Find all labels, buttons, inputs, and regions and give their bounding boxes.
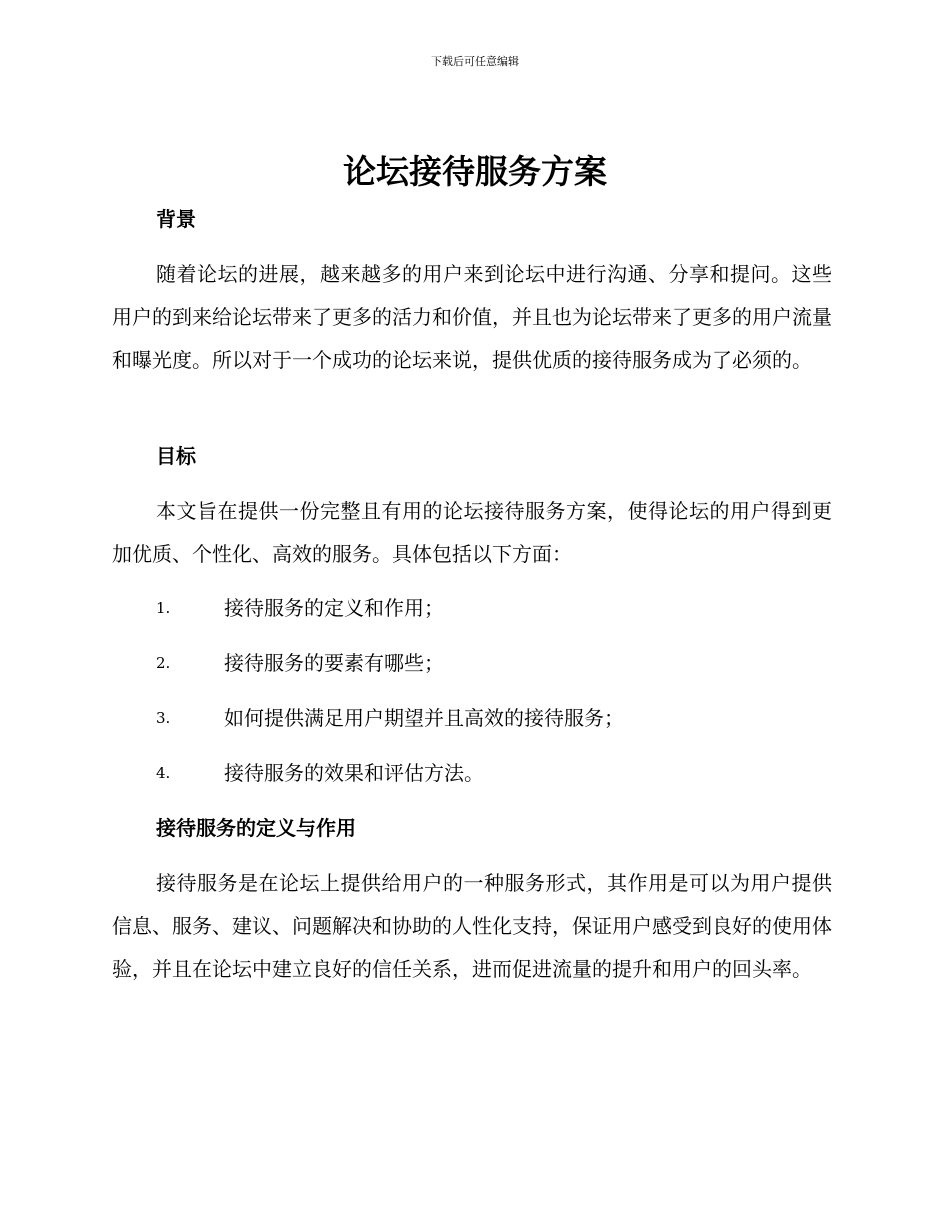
list-item-number: 3.: [156, 709, 171, 727]
section-paragraph-goal: 本文旨在提供一份完整且有用的论坛接待服务方案，使得论坛的用户得到更加优质、个性化、高效的服务。具体包括以下方面：: [112, 499, 832, 566]
list-item-text: 接待服务的效果和评估方法。: [224, 761, 484, 785]
section-paragraph-background: 随着论坛的进展，越来越多的用户来到论坛中进行沟通、分享和提问。这些用户的到来给论坛带来了更多的活力和价值，并且也为论坛带来了更多的用户流量和曝光度。所以对于一个成功的论坛来说，提供优质的接待服务成为了必须的。: [112, 262, 832, 372]
list-item-number: 2.: [156, 654, 171, 672]
section-heading-goal: 目标: [156, 444, 196, 468]
section-paragraph-definition: 接待服务是在论坛上提供给用户的一种服务形式，其作用是可以为用户提供信息、服务、建议、问题解决和协助的人性化支持，保证用户感受到良好的使用体验，并且在论坛中建立良好的信任关系，进而促进流量的提升和用户的回头率。: [112, 871, 832, 981]
list-item-number: 1.: [156, 599, 171, 617]
list-item-number: 4.: [156, 764, 171, 782]
page-header-note: 下载后可任意编辑: [431, 55, 519, 68]
section-heading-definition: 接待服务的定义与作用: [156, 816, 356, 840]
list-item-text: 接待服务的要素有哪些；: [224, 651, 444, 675]
document-title: 论坛接待服务方案: [343, 152, 607, 191]
section-heading-background: 背景: [156, 207, 196, 231]
list-item-text: 如何提供满足用户期望并且高效的接待服务；: [224, 706, 624, 730]
list-item-text: 接待服务的定义和作用；: [224, 596, 444, 620]
